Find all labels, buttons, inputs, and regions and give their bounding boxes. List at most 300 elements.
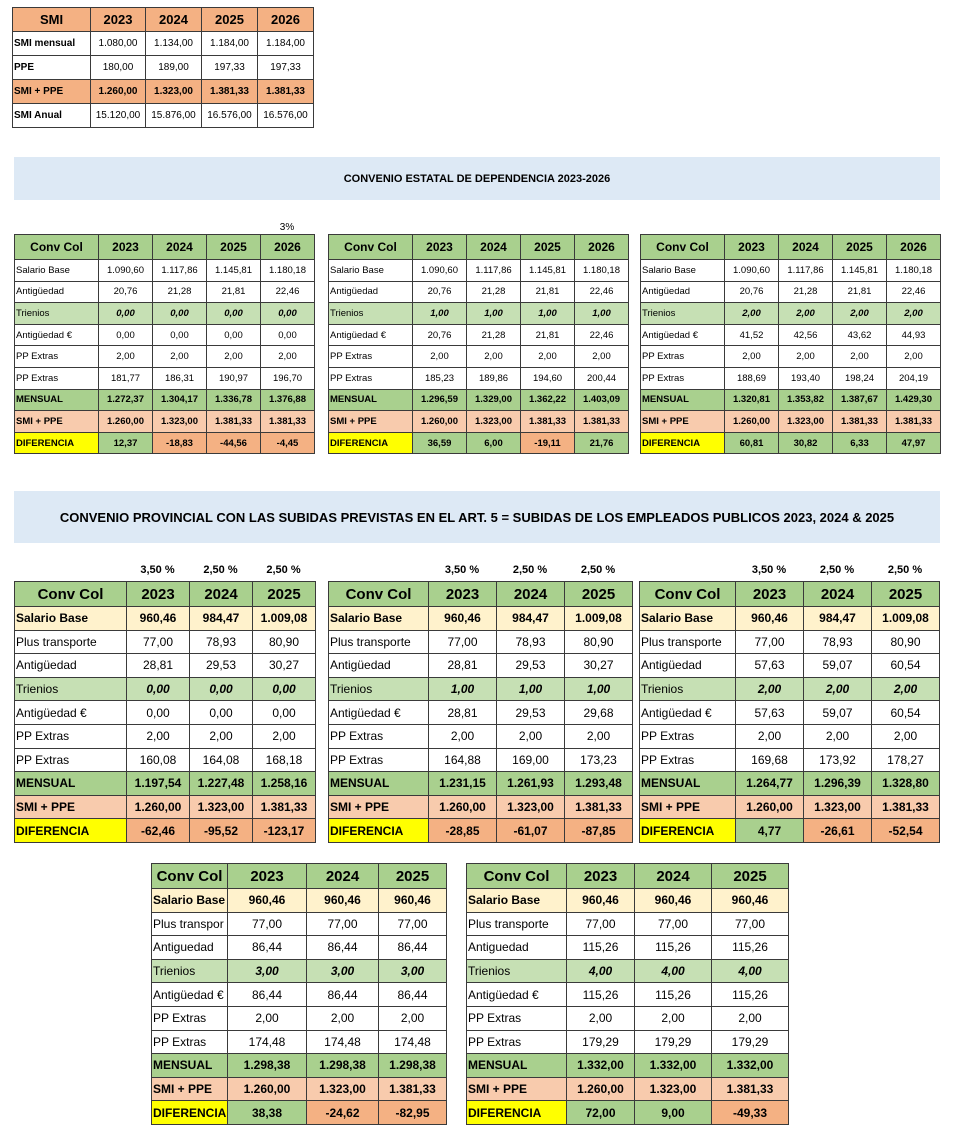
table-cell: 1.180,18 — [887, 260, 941, 282]
table-cell: 22,46 — [575, 324, 629, 346]
table-row — [467, 1054, 789, 1078]
table-row — [15, 346, 315, 368]
table-row — [329, 367, 629, 389]
table-cell: 178,27 — [872, 748, 940, 772]
provincial-header-cell: 2023 — [429, 582, 497, 607]
table-cell: 2,00 — [261, 346, 315, 368]
row-label: MENSUAL — [329, 772, 429, 796]
table-cell: 1.227,48 — [190, 772, 253, 796]
table-cell: 1.323,00 — [190, 795, 253, 819]
row-label: MENSUAL — [152, 1054, 228, 1078]
smi-cell: 1.080,00 — [91, 32, 146, 56]
row-label: DIFERENCIA — [640, 819, 736, 843]
table-row — [640, 772, 940, 796]
provincial-header-cell: Conv Col — [640, 582, 736, 607]
row-label: Trienios — [329, 303, 413, 325]
provincial-header-cell: 2023 — [127, 582, 190, 607]
table-cell: 960,46 — [567, 889, 635, 913]
table-cell: 21,81 — [833, 281, 887, 303]
table-cell: 1.260,00 — [99, 411, 153, 433]
table-row — [467, 912, 789, 936]
table-cell: 1.145,81 — [521, 260, 575, 282]
table-cell: 28,81 — [429, 701, 497, 725]
table-row — [15, 677, 316, 701]
table-row — [152, 1006, 447, 1030]
table-row — [15, 654, 316, 678]
table-cell: 1.429,30 — [887, 389, 941, 411]
table-cell: 0,00 — [261, 324, 315, 346]
table-cell: 1.260,00 — [413, 411, 467, 433]
table-cell: 21,81 — [521, 281, 575, 303]
table-cell: 1,00 — [575, 303, 629, 325]
table-cell: 169,68 — [736, 748, 804, 772]
row-label: SMI + PPE — [15, 795, 127, 819]
provincial-header-row — [15, 582, 316, 607]
estatal-pct-2026: 3% — [279, 222, 295, 233]
table-cell: 77,00 — [567, 912, 635, 936]
table-cell: 1,00 — [429, 677, 497, 701]
table-cell: 0,00 — [190, 701, 253, 725]
table-cell: 36,59 — [413, 432, 467, 454]
table-cell: 44,93 — [887, 324, 941, 346]
table-cell: 78,93 — [190, 630, 253, 654]
table-cell: 1.117,86 — [153, 260, 207, 282]
table-cell: 185,23 — [413, 367, 467, 389]
table-cell: 984,47 — [497, 607, 565, 631]
table-row — [467, 1101, 789, 1125]
row-label: MENSUAL — [641, 389, 725, 411]
table-cell: -18,83 — [153, 432, 207, 454]
table-cell: 77,00 — [228, 912, 307, 936]
table-cell: 2,00 — [725, 346, 779, 368]
table-row — [329, 432, 629, 454]
table-cell: 2,00 — [413, 346, 467, 368]
table-row — [467, 1006, 789, 1030]
table-row — [15, 772, 316, 796]
row-label: Salario Base — [329, 260, 413, 282]
table-row — [640, 607, 940, 631]
table-cell: 72,00 — [567, 1101, 635, 1125]
table-cell: 960,46 — [307, 889, 379, 913]
table-row — [15, 367, 315, 389]
row-label: PP Extras — [640, 748, 736, 772]
table-cell: 174,48 — [228, 1030, 307, 1054]
table-cell: 194,60 — [521, 367, 575, 389]
row-label: Trienios — [152, 959, 228, 983]
table-cell: 188,69 — [725, 367, 779, 389]
estatal-banner — [14, 157, 940, 200]
provincial-table — [14, 581, 316, 843]
table-cell: 160,08 — [127, 748, 190, 772]
provincial-header-cell: 2024 — [635, 864, 712, 889]
table-cell: 1.260,00 — [429, 795, 497, 819]
provincial-pct: 2,50 % — [819, 564, 855, 576]
table-cell: 77,00 — [307, 912, 379, 936]
estatal-title: CONVENIO ESTATAL DE DEPENDENCIA 2023-2026 — [343, 172, 611, 185]
table-cell: 173,23 — [565, 748, 633, 772]
table-cell: -87,85 — [565, 819, 633, 843]
table-cell: 1.381,33 — [261, 411, 315, 433]
table-cell: 41,52 — [725, 324, 779, 346]
table-cell: 2,00 — [565, 724, 633, 748]
row-label: Salario Base — [329, 607, 429, 631]
table-cell: 1.403,09 — [575, 389, 629, 411]
table-row — [467, 1077, 789, 1101]
provincial-table — [466, 863, 789, 1125]
provincial-header-cell: 2025 — [379, 864, 447, 889]
row-label: SMI + PPE — [152, 1077, 228, 1101]
table-row — [640, 748, 940, 772]
table-cell: 22,46 — [261, 281, 315, 303]
row-label: PP Extras — [641, 367, 725, 389]
row-label: PP Extras — [467, 1030, 567, 1054]
table-row — [15, 795, 316, 819]
table-cell: 0,00 — [261, 303, 315, 325]
table-cell: 1.323,00 — [497, 795, 565, 819]
row-label: PP Extras — [329, 724, 429, 748]
table-cell: 115,26 — [567, 983, 635, 1007]
row-label: Antigüedad € — [467, 983, 567, 1007]
table-cell: 60,54 — [872, 701, 940, 725]
smi-row-label: SMI + PPE — [13, 80, 91, 104]
table-row — [467, 889, 789, 913]
table-cell: 2,00 — [736, 677, 804, 701]
table-cell: 1.323,00 — [467, 411, 521, 433]
row-label: PP Extras — [467, 1006, 567, 1030]
estatal-header-row — [329, 235, 629, 260]
table-row — [329, 772, 633, 796]
table-cell: 1.145,81 — [833, 260, 887, 282]
table-cell: 1.381,33 — [833, 411, 887, 433]
table-row — [15, 303, 315, 325]
table-cell: 1.264,77 — [736, 772, 804, 796]
row-label: Plus transporte — [15, 630, 127, 654]
estatal-table — [14, 234, 315, 454]
table-cell: 2,00 — [887, 303, 941, 325]
table-cell: 179,29 — [635, 1030, 712, 1054]
table-cell: 28,81 — [429, 654, 497, 678]
table-cell: 2,00 — [725, 303, 779, 325]
table-cell: 57,63 — [736, 701, 804, 725]
smi-header-cell: 2023 — [91, 8, 146, 32]
table-cell: 86,44 — [379, 983, 447, 1007]
table-row — [640, 654, 940, 678]
table-row — [641, 432, 941, 454]
table-cell: 21,81 — [521, 324, 575, 346]
estatal-header-cell: 2024 — [153, 235, 207, 260]
table-cell: 1.323,00 — [779, 411, 833, 433]
table-cell: -52,54 — [872, 819, 940, 843]
smi-table — [12, 7, 314, 128]
table-cell: 1.298,38 — [379, 1054, 447, 1078]
row-label: SMI + PPE — [329, 411, 413, 433]
table-cell: 29,68 — [565, 701, 633, 725]
row-label: MENSUAL — [640, 772, 736, 796]
smi-row — [13, 56, 314, 80]
table-cell: 47,97 — [887, 432, 941, 454]
table-cell: 1.298,38 — [228, 1054, 307, 1078]
table-cell: 3,00 — [307, 959, 379, 983]
table-cell: 1.381,33 — [521, 411, 575, 433]
row-label: SMI + PPE — [467, 1077, 567, 1101]
row-label: Antigüedad € — [152, 983, 228, 1007]
table-cell: 164,08 — [190, 748, 253, 772]
table-cell: 0,00 — [153, 324, 207, 346]
table-cell: 2,00 — [497, 724, 565, 748]
table-cell: 1.260,00 — [567, 1077, 635, 1101]
table-cell: 86,44 — [307, 936, 379, 960]
row-label: MENSUAL — [15, 772, 127, 796]
table-cell: 164,88 — [429, 748, 497, 772]
provincial-header-cell: 2024 — [190, 582, 253, 607]
estatal-header-cell: 2023 — [725, 235, 779, 260]
table-cell: 115,26 — [635, 936, 712, 960]
table-row — [329, 260, 629, 282]
table-cell: 115,26 — [567, 936, 635, 960]
row-label: Trienios — [329, 677, 429, 701]
provincial-pct: 2,50 % — [512, 564, 548, 576]
table-row — [152, 1030, 447, 1054]
provincial-header-cell: 2023 — [736, 582, 804, 607]
table-row — [641, 324, 941, 346]
table-cell: 198,24 — [833, 367, 887, 389]
table-row — [329, 607, 633, 631]
table-row — [329, 281, 629, 303]
row-label: Salario Base — [15, 260, 99, 282]
row-label: PP Extras — [329, 346, 413, 368]
row-label: Antigüedad € — [329, 701, 429, 725]
table-cell: 4,00 — [712, 959, 789, 983]
row-label: PP Extras — [15, 748, 127, 772]
table-row — [15, 701, 316, 725]
table-cell: 2,00 — [379, 1006, 447, 1030]
table-cell: 77,00 — [379, 912, 447, 936]
estatal-header-cell: 2025 — [207, 235, 261, 260]
table-cell: 43,62 — [833, 324, 887, 346]
table-cell: 1.180,18 — [575, 260, 629, 282]
provincial-header-row — [467, 864, 789, 889]
table-cell: 80,90 — [565, 630, 633, 654]
table-cell: 1.296,59 — [413, 389, 467, 411]
row-label: SMI + PPE — [329, 795, 429, 819]
table-cell: 1.009,08 — [872, 607, 940, 631]
row-label: Plus transpor — [152, 912, 228, 936]
smi-cell: 16.576,00 — [202, 104, 258, 128]
table-cell: -44,56 — [207, 432, 261, 454]
table-cell: 1.272,37 — [99, 389, 153, 411]
row-label: Antigüedad — [329, 281, 413, 303]
table-cell: -28,85 — [429, 819, 497, 843]
table-cell: 2,00 — [207, 346, 261, 368]
table-cell: 1.293,48 — [565, 772, 633, 796]
table-cell: 60,81 — [725, 432, 779, 454]
table-cell: 960,46 — [635, 889, 712, 913]
table-cell: -123,17 — [253, 819, 316, 843]
smi-header-cell: SMI — [13, 8, 91, 32]
table-cell: 193,40 — [779, 367, 833, 389]
table-cell: 1.323,00 — [153, 411, 207, 433]
table-cell: 1.332,00 — [712, 1054, 789, 1078]
estatal-header-cell: 2023 — [99, 235, 153, 260]
table-row — [640, 701, 940, 725]
table-cell: 20,76 — [725, 281, 779, 303]
table-cell: 0,00 — [127, 701, 190, 725]
row-label: Antigüedad — [329, 654, 429, 678]
table-row — [640, 724, 940, 748]
table-cell: 173,92 — [804, 748, 872, 772]
table-cell: 42,56 — [779, 324, 833, 346]
table-cell: 1.323,00 — [635, 1077, 712, 1101]
table-cell: 77,00 — [712, 912, 789, 936]
row-label: Salario Base — [15, 607, 127, 631]
table-cell: 80,90 — [253, 630, 316, 654]
table-cell: 77,00 — [127, 630, 190, 654]
row-label: DIFERENCIA — [15, 819, 127, 843]
table-cell: -19,11 — [521, 432, 575, 454]
row-label: Salario Base — [467, 889, 567, 913]
table-cell: 21,28 — [779, 281, 833, 303]
table-cell: 181,77 — [99, 367, 153, 389]
smi-row-label: SMI Anual — [13, 104, 91, 128]
table-cell: 78,93 — [497, 630, 565, 654]
table-row — [15, 630, 316, 654]
table-cell: 1.260,00 — [725, 411, 779, 433]
table-cell: 1.260,00 — [736, 795, 804, 819]
row-label: PP Extras — [329, 748, 429, 772]
row-label: PP Extras — [15, 724, 127, 748]
table-cell: 9,00 — [635, 1101, 712, 1125]
table-cell: 2,00 — [307, 1006, 379, 1030]
table-cell: 1.332,00 — [567, 1054, 635, 1078]
row-label: Antigüedad € — [329, 324, 413, 346]
table-cell: 1,00 — [565, 677, 633, 701]
table-cell: 4,77 — [736, 819, 804, 843]
row-label: Antigüedad € — [640, 701, 736, 725]
table-cell: 2,00 — [804, 724, 872, 748]
row-label: Antigüedad — [15, 281, 99, 303]
table-cell: 115,26 — [712, 983, 789, 1007]
table-cell: 2,00 — [712, 1006, 789, 1030]
table-cell: 21,28 — [153, 281, 207, 303]
table-cell: -61,07 — [497, 819, 565, 843]
table-row — [329, 701, 633, 725]
table-cell: 2,00 — [467, 346, 521, 368]
table-row — [15, 748, 316, 772]
provincial-header-cell: 2024 — [497, 582, 565, 607]
table-cell: 2,00 — [779, 303, 833, 325]
estatal-header-row — [641, 235, 941, 260]
table-cell: 1.381,33 — [887, 411, 941, 433]
smi-header-cell: 2026 — [258, 8, 314, 32]
table-row — [329, 411, 629, 433]
smi-header-cell: 2024 — [146, 8, 202, 32]
smi-row-label: SMI mensual — [13, 32, 91, 56]
table-row — [329, 724, 633, 748]
table-cell: 1.117,86 — [467, 260, 521, 282]
table-row — [329, 795, 633, 819]
table-cell: 960,46 — [228, 889, 307, 913]
table-cell: 22,46 — [575, 281, 629, 303]
provincial-header-cell: 2023 — [567, 864, 635, 889]
table-cell: 1.329,00 — [467, 389, 521, 411]
table-row — [641, 303, 941, 325]
table-cell: 0,00 — [207, 324, 261, 346]
table-cell: 77,00 — [429, 630, 497, 654]
table-cell: 2,00 — [635, 1006, 712, 1030]
table-cell: 1.323,00 — [804, 795, 872, 819]
row-label: PP Extras — [15, 367, 99, 389]
table-cell: 60,54 — [872, 654, 940, 678]
estatal-header-cell: 2024 — [467, 235, 521, 260]
table-cell: 21,28 — [467, 324, 521, 346]
table-cell: 1.328,80 — [872, 772, 940, 796]
table-cell: 30,27 — [565, 654, 633, 678]
row-label: Plus transporte — [640, 630, 736, 654]
table-cell: 960,46 — [127, 607, 190, 631]
table-cell: 1.117,86 — [779, 260, 833, 282]
row-label: Antigüedad € — [641, 324, 725, 346]
table-cell: 86,44 — [228, 936, 307, 960]
table-cell: 21,28 — [467, 281, 521, 303]
row-label: Plus transporte — [467, 912, 567, 936]
table-cell: 200,44 — [575, 367, 629, 389]
table-cell: 1.320,81 — [725, 389, 779, 411]
table-row — [329, 389, 629, 411]
row-label: MENSUAL — [15, 389, 99, 411]
table-cell: 960,46 — [429, 607, 497, 631]
table-cell: 1.376,88 — [261, 389, 315, 411]
table-cell: 1.260,00 — [127, 795, 190, 819]
provincial-pct: 3,50 % — [751, 564, 787, 576]
table-row — [152, 959, 447, 983]
provincial-pct: 2,50 % — [580, 564, 616, 576]
table-cell: 2,00 — [253, 724, 316, 748]
provincial-header-cell: 2025 — [565, 582, 633, 607]
table-cell: 984,47 — [190, 607, 253, 631]
table-cell: 179,29 — [712, 1030, 789, 1054]
smi-row — [13, 104, 314, 128]
table-cell: 2,00 — [429, 724, 497, 748]
table-cell: 2,00 — [872, 677, 940, 701]
table-row — [15, 281, 315, 303]
smi-row — [13, 80, 314, 104]
table-row — [15, 324, 315, 346]
table-cell: 0,00 — [207, 303, 261, 325]
table-cell: 2,00 — [887, 346, 941, 368]
row-label: Antiguedad — [467, 936, 567, 960]
table-cell: 2,00 — [575, 346, 629, 368]
smi-cell: 1.184,00 — [202, 32, 258, 56]
table-cell: -62,46 — [127, 819, 190, 843]
row-label: PP Extras — [15, 346, 99, 368]
table-row — [15, 389, 315, 411]
estatal-header-cell: 2026 — [575, 235, 629, 260]
provincial-header-cell: 2023 — [228, 864, 307, 889]
table-row — [152, 1077, 447, 1101]
table-cell: 1.090,60 — [413, 260, 467, 282]
row-label: Antiguedad — [152, 936, 228, 960]
table-row — [640, 819, 940, 843]
table-cell: 12,37 — [99, 432, 153, 454]
row-label: PP Extras — [641, 346, 725, 368]
table-cell: 59,07 — [804, 701, 872, 725]
table-cell: 174,48 — [307, 1030, 379, 1054]
table-cell: 2,00 — [872, 724, 940, 748]
table-cell: 28,81 — [127, 654, 190, 678]
table-cell: 1.332,00 — [635, 1054, 712, 1078]
table-cell: 115,26 — [635, 983, 712, 1007]
smi-cell: 1.134,00 — [146, 32, 202, 56]
